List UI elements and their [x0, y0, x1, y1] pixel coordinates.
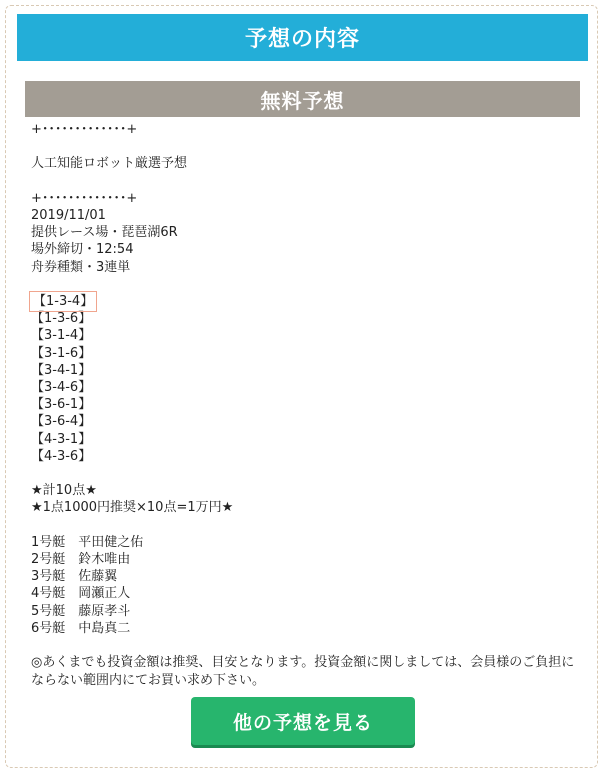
boat-list — [31, 534, 579, 637]
pick-item: 【4-3-6】 — [31, 448, 92, 464]
section-header — [17, 14, 588, 61]
spacer — [31, 173, 579, 190]
section-title: 予想の内容 — [244, 27, 360, 52]
divider-top: +･････････････+ — [31, 122, 138, 137]
free-prediction-header — [25, 81, 580, 117]
free-prediction-title: 無料予想 — [260, 88, 345, 113]
pick-item: 【3-4-6】 — [31, 380, 92, 395]
pick-item: 【3-6-1】 — [31, 397, 92, 413]
pick-list — [31, 293, 579, 465]
boat-item: 3号艇 佐藤翼 — [31, 569, 118, 585]
boat-item: 4号艇 岡瀬正人 — [31, 586, 131, 602]
prediction-content — [31, 121, 579, 690]
boat-item: 1号艇 平田健之佑 — [31, 534, 144, 550]
spacer — [31, 465, 579, 482]
race-date: 2019/11/01 — [31, 207, 106, 223]
spacer — [31, 517, 579, 534]
pick-item: 【3-6-4】 — [31, 414, 92, 430]
pick-item: 【1-3-4】 — [33, 293, 94, 309]
race-venue: 提供レース場・琵琶湖6R — [31, 225, 178, 241]
pick-item: 【4-3-1】 — [31, 431, 92, 447]
spacer — [31, 138, 579, 155]
spacer — [31, 637, 579, 654]
boat-item: 2号艇 鈴木唯由 — [31, 552, 131, 567]
race-deadline: 場外締切・12:54 — [31, 242, 134, 258]
pick-item: 【3-4-1】 — [31, 362, 92, 378]
boat-item: 5号艇 藤原孝斗 — [31, 603, 131, 619]
ticket-type: 舟券種類・3連単 — [31, 259, 131, 275]
pick-item: 【3-1-4】 — [31, 328, 92, 344]
prediction-heading: 人工知能ロボット厳選予想 — [31, 156, 188, 172]
pick-item: 【1-3-6】 — [31, 311, 92, 327]
boat-item: 6号艇 中島真二 — [31, 620, 131, 636]
disclaimer-text: ◎あくまでも投資金額は推奨、目安となります。投資金額に関しましては、会員様のご負担にならない範囲内にてお買い求め下さい。 — [31, 655, 575, 689]
cta-label: 他の予想を見る — [232, 711, 373, 734]
recommended-bet: ★1点1000円推奨×10点=1万円★ — [31, 500, 234, 516]
divider-mid: +･････････････+ — [31, 190, 138, 206]
total-points: ★計10点★ — [31, 483, 97, 499]
pick-item: 【3-1-6】 — [31, 345, 92, 361]
view-other-predictions-button[interactable] — [191, 697, 415, 745]
spacer — [31, 276, 579, 293]
